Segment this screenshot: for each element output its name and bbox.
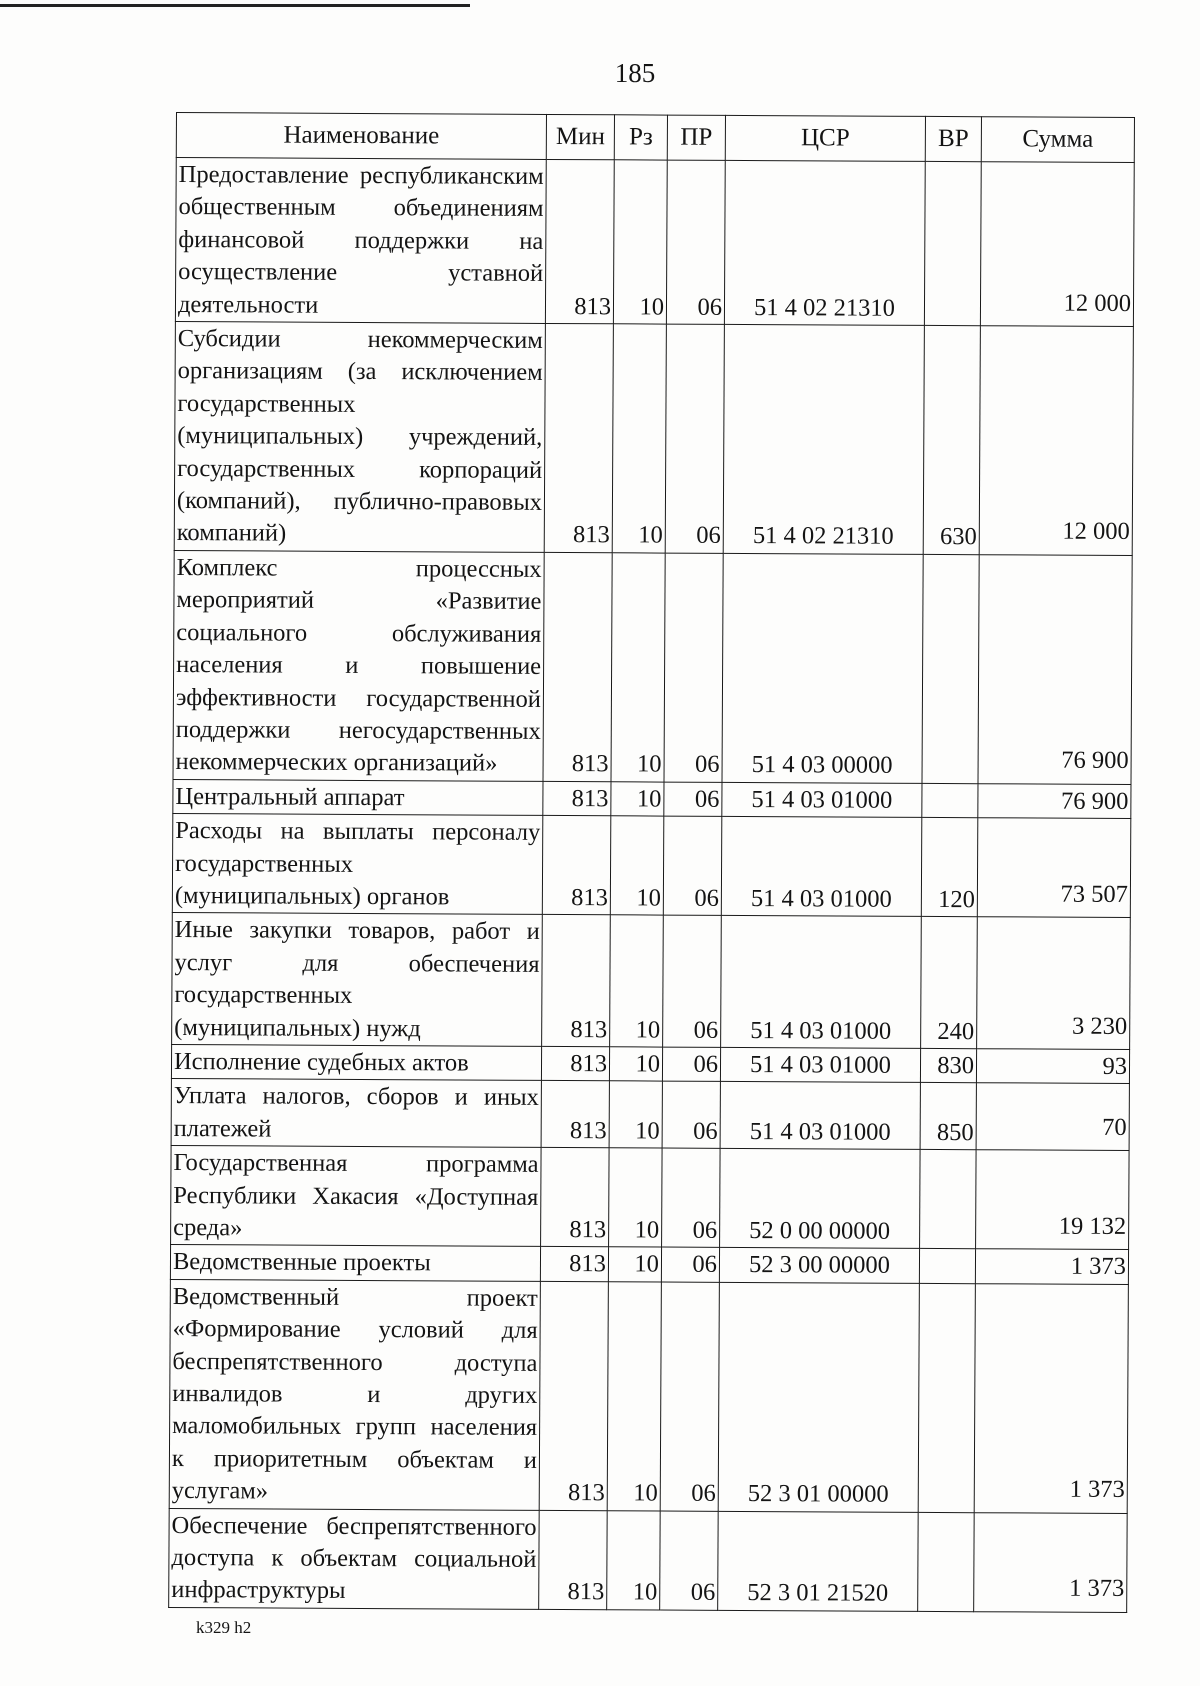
cell-pr: 06 [663, 816, 722, 916]
table-row [174, 322, 1133, 556]
cell-min: 813 [544, 323, 613, 552]
cell-vr [922, 554, 979, 783]
cell-name: Предоставление республиканским общественным объединениям финансовой поддержки на осуществление уставной деятельности [175, 158, 546, 324]
cell-name: Ведомственный проект «Формирование условий для беспрепятственного доступа инвалидов и других маломобильных групп населения к приоритетным объектам и услугам» [169, 1279, 540, 1510]
cell-sum: 3 230 [977, 917, 1131, 1049]
cell-rz: 10 [609, 1047, 662, 1082]
cell-rz: 10 [610, 915, 664, 1047]
cell-pr: 06 [664, 553, 723, 782]
cell-rz: 10 [609, 1148, 663, 1247]
cell-min: 813 [545, 159, 614, 323]
budget-table [168, 112, 1135, 1613]
cell-sum: 1 373 [974, 1284, 1128, 1514]
cell-pr: 06 [660, 1282, 719, 1511]
table-row [173, 779, 1131, 818]
top-edge-line [0, 4, 470, 7]
cell-csr: 51 4 03 01000 [720, 1082, 920, 1150]
cell-sum: 19 132 [976, 1150, 1130, 1250]
cell-csr: 51 4 03 01000 [721, 816, 922, 916]
cell-csr: 51 4 02 21310 [723, 324, 924, 554]
cell-csr: 51 4 03 01000 [722, 782, 922, 817]
cell-min: 813 [541, 1081, 609, 1148]
cell-rz: 10 [607, 1282, 661, 1511]
table-row [173, 550, 1132, 784]
column-header-pr: ПР [667, 115, 725, 160]
cell-vr: 240 [921, 917, 978, 1049]
table-header-row [176, 113, 1134, 163]
cell-vr: 830 [920, 1048, 976, 1083]
cell-pr: 06 [665, 324, 724, 553]
column-header-min: Мин [546, 114, 614, 159]
cell-min: 813 [542, 816, 611, 916]
cell-min: 813 [539, 1281, 608, 1510]
table-row [172, 814, 1131, 918]
cell-name: Центральный аппарат [173, 779, 543, 815]
footer-code: k329 h2 [196, 1618, 252, 1637]
column-header-sum: Сумма [981, 117, 1134, 163]
cell-name: Ведомственные проекты [170, 1245, 540, 1281]
cell-vr: 120 [921, 818, 978, 918]
cell-rz: 10 [607, 1510, 661, 1609]
cell-rz: 10 [612, 324, 666, 553]
cell-sum: 73 507 [977, 818, 1131, 918]
cell-vr [918, 1283, 975, 1512]
table-row [169, 1279, 1128, 1513]
cell-rz: 10 [611, 553, 665, 782]
table-row [169, 1508, 1128, 1612]
cell-min: 813 [543, 552, 612, 781]
cell-vr: 630 [923, 325, 980, 554]
cell-sum: 76 900 [978, 555, 1132, 785]
cell-rz: 10 [608, 1247, 661, 1282]
cell-min: 813 [543, 781, 611, 816]
cell-rz: 10 [609, 1081, 662, 1148]
cell-sum: 93 [976, 1049, 1129, 1084]
cell-name: Исполнение судебных актов [171, 1044, 541, 1080]
cell-sum: 12 000 [979, 326, 1133, 556]
cell-name: Обеспечение беспрепятственного доступа к объектам социальной инфраструктуры [169, 1508, 540, 1609]
cell-vr: 850 [920, 1083, 976, 1150]
cell-rz: 10 [613, 160, 667, 324]
cell-sum: 1 373 [975, 1249, 1128, 1284]
cell-name: Комплекс процессных мероприятий «Развитие социального обслуживания населения и повышение эффективности государственной поддержки негосударственных некоммерческих организаций» [173, 550, 544, 781]
cell-min: 813 [541, 1148, 610, 1248]
cell-pr: 06 [663, 915, 722, 1047]
cell-sum: 12 000 [980, 162, 1134, 327]
cell-sum: 76 900 [978, 783, 1131, 818]
cell-pr: 06 [662, 1081, 720, 1148]
cell-name: Расходы на выплаты персоналу государственных (муниципальных) органов [172, 814, 543, 915]
cell-pr: 06 [662, 1148, 721, 1248]
cell-rz: 10 [610, 816, 664, 915]
cell-name: Уплата налогов, сборов и иных платежей [171, 1079, 541, 1148]
cell-min: 813 [539, 1510, 608, 1610]
cell-csr: 51 4 02 21310 [724, 160, 925, 325]
table-row [171, 1146, 1130, 1250]
cell-pr: 06 [661, 1247, 719, 1282]
cell-min: 813 [541, 1046, 609, 1081]
cell-min: 813 [540, 1247, 608, 1282]
cell-min: 813 [542, 915, 611, 1047]
cell-csr: 51 4 03 01000 [720, 1047, 920, 1082]
table-row [171, 1079, 1129, 1151]
cell-vr [919, 1249, 975, 1284]
cell-csr: 52 3 00 00000 [719, 1248, 919, 1283]
table-row [170, 1245, 1128, 1284]
cell-name: Субсидии некоммерческим организациям (за исключением государственных (муниципальных) учреждений, государственных корпораций (компаний), публично-правовых компаний) [174, 322, 545, 553]
cell-rz: 10 [611, 782, 664, 817]
cell-pr: 06 [662, 1047, 720, 1082]
cell-csr: 52 3 01 00000 [718, 1282, 919, 1512]
cell-csr: 52 3 01 21520 [718, 1511, 919, 1611]
cell-pr: 06 [664, 782, 722, 817]
page-number: 185 [614, 58, 656, 88]
cell-sum: 70 [976, 1083, 1129, 1151]
cell-sum: 1 373 [974, 1512, 1128, 1612]
table-row [175, 158, 1134, 327]
cell-csr: 51 4 03 00000 [722, 553, 923, 783]
table-row [172, 913, 1131, 1050]
column-header-csr: ЦСР [725, 115, 925, 161]
table-row [171, 1044, 1129, 1083]
cell-vr [924, 161, 981, 325]
cell-vr [918, 1512, 975, 1612]
cell-pr: 06 [660, 1511, 719, 1611]
cell-pr: 06 [666, 160, 725, 324]
cell-vr [920, 1150, 977, 1250]
cell-csr: 52 0 00 00000 [720, 1149, 921, 1249]
column-header-name: Наименование [176, 113, 546, 160]
column-header-vr: ВР [925, 116, 981, 161]
cell-name: Государственная программа Республики Хакасия «Доступная среда» [171, 1146, 542, 1247]
column-header-rz: Рз [614, 115, 667, 160]
cell-csr: 51 4 03 01000 [721, 916, 922, 1049]
cell-vr [922, 783, 978, 818]
cell-name: Иные закупки товаров, работ и услуг для обеспечения государственных (муниципальных) нужд [172, 913, 543, 1047]
